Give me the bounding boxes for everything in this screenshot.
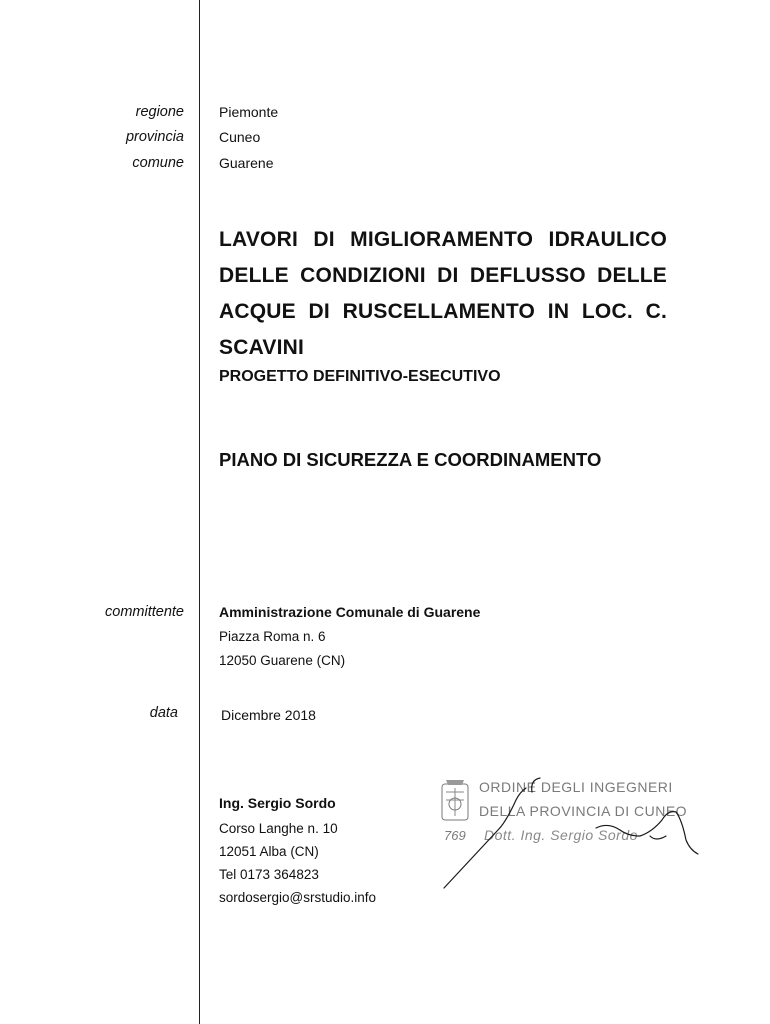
value-provincia: Cuneo [219, 129, 261, 145]
stamp-number: 769 [444, 828, 466, 843]
vertical-divider [199, 0, 200, 1024]
project-subtitle: PROGETTO DEFINITIVO-ESECUTIVO [219, 368, 501, 385]
client-address-line1: Piazza Roma n. 6 [219, 629, 326, 644]
engineer-name: Ing. Sergio Sordo [219, 795, 336, 811]
label-regione: regione [135, 104, 184, 120]
coat-of-arms-icon [442, 780, 468, 820]
engineer-phone: Tel 0173 364823 [219, 867, 319, 882]
stamp-line2: DELLA PROVINCIA DI CUNEO [479, 803, 688, 819]
label-committente: committente [105, 604, 184, 620]
client-name: Amministrazione Comunale di Guarene [219, 604, 481, 620]
stamp-line1: ORDINE DEGLI INGEGNERI [479, 779, 673, 795]
professional-stamp [436, 770, 702, 892]
label-provincia: provincia [125, 129, 184, 145]
client-address-line2: 12050 Guarene (CN) [219, 653, 346, 668]
label-comune: comune [132, 155, 184, 171]
project-title: LAVORI DI MIGLIORAMENTO IDRAULICO DELLE CONDIZIONI DI DEFLUSSO DELLE ACQUE DI RUSCELLAMENTO IN LOC. C. SCAVINI [219, 228, 667, 359]
document-title: PIANO DI SICUREZZA E COORDINAMENTO [219, 449, 602, 470]
value-regione: Piemonte [219, 104, 279, 120]
engineer-address-line1: Corso Langhe n. 10 [219, 821, 338, 836]
date-value: Dicembre 2018 [221, 707, 316, 723]
engineer-email: sordosergio@srstudio.info [219, 890, 377, 905]
label-data: data [149, 705, 178, 721]
value-comune: Guarene [219, 155, 274, 171]
engineer-address-line2: 12051 Alba (CN) [219, 844, 319, 859]
stamp-name: Dott. Ing. Sergio Sordo [484, 827, 638, 843]
